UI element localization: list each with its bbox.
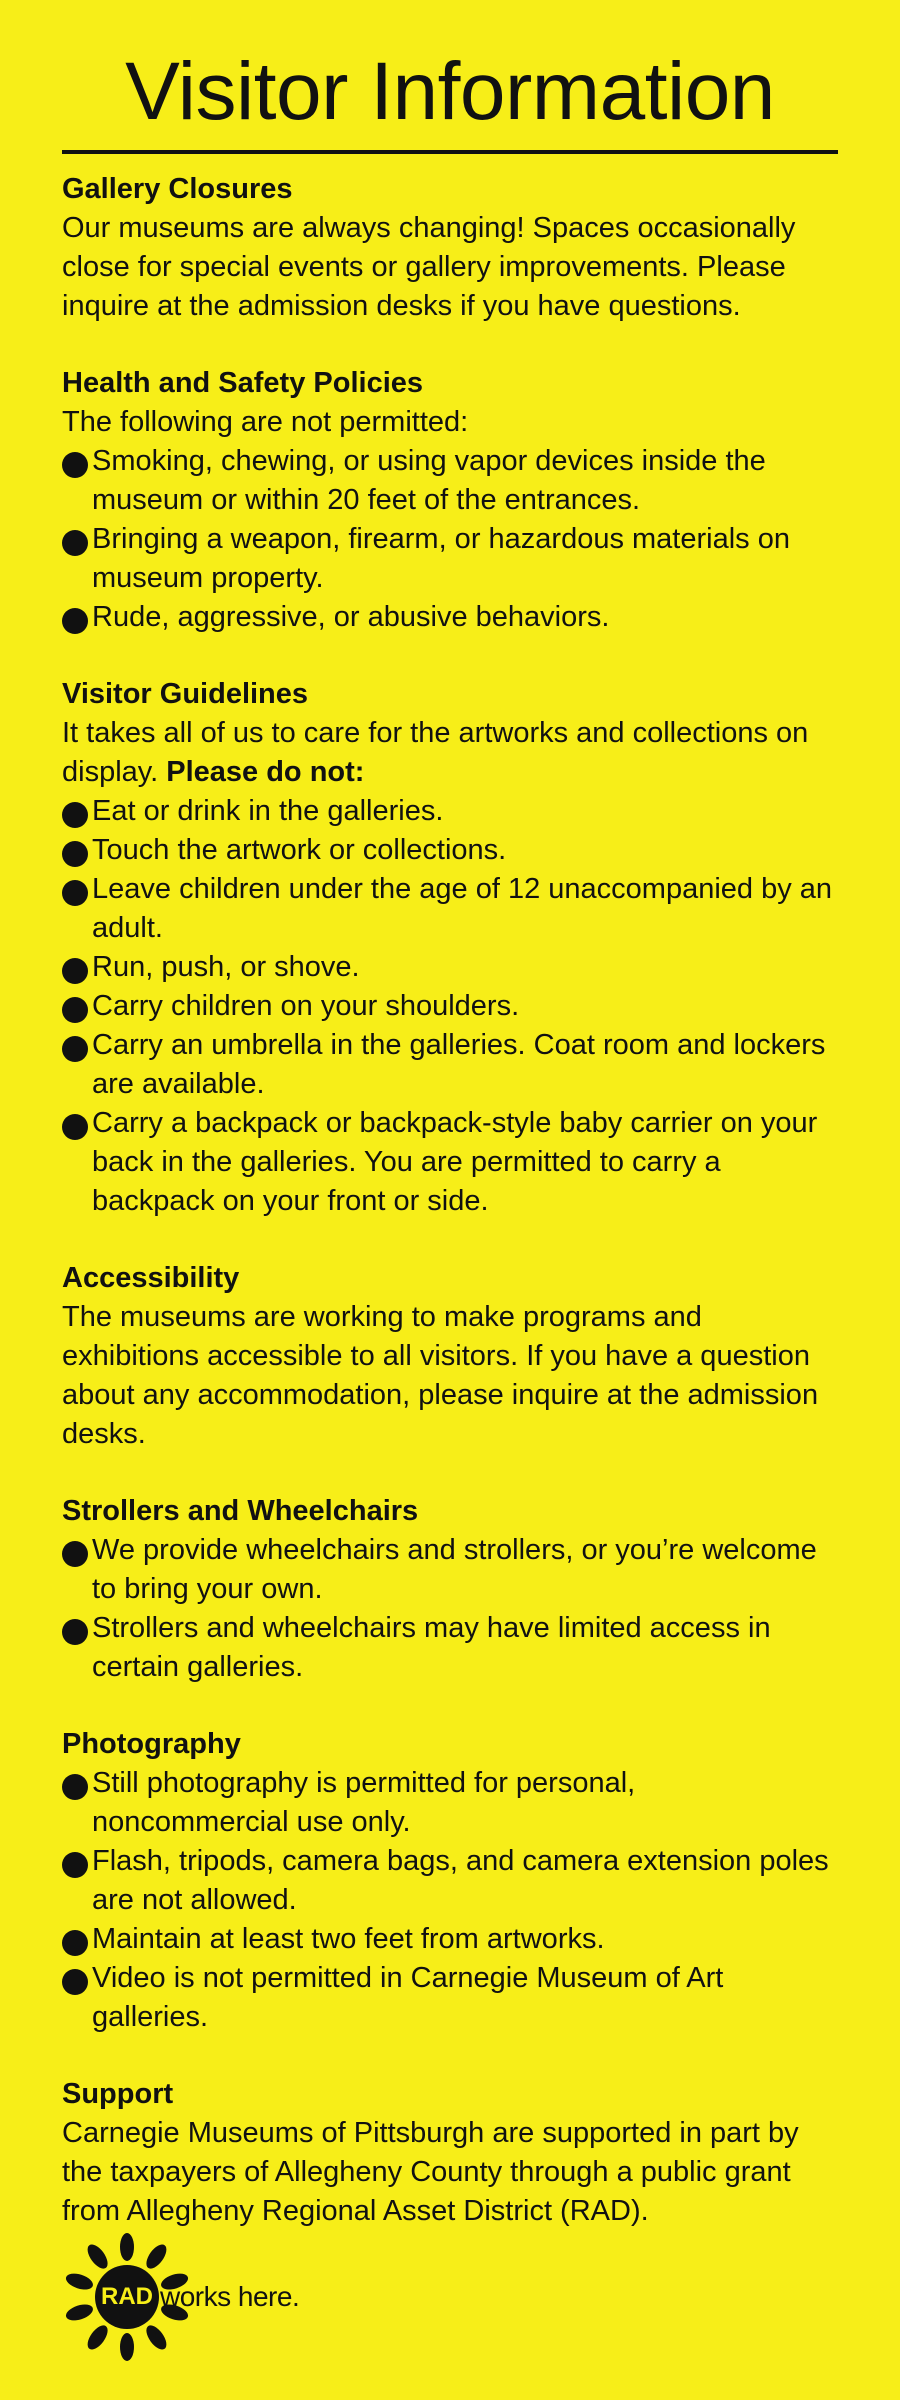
bullet-icon: [62, 1114, 88, 1140]
list-item-text: Video is not permitted in Carnegie Museum of Art galleries.: [92, 1962, 724, 2033]
list-item-text: Touch the artwork or collections.: [92, 834, 507, 866]
bullet-icon: [62, 1036, 88, 1062]
list-item: [62, 870, 838, 948]
list-item-text: Flash, tripods, camera bags, and camera extension poles are not allowed.: [92, 1845, 829, 1916]
list-item: [62, 1104, 838, 1221]
section-visitor-guidelines: [62, 675, 838, 1221]
list-item-text: Run, push, or shove.: [92, 951, 360, 983]
list-item: [62, 987, 838, 1026]
section-support: [62, 2075, 838, 2231]
bullet-icon: [62, 841, 88, 867]
section-accessibility: [62, 1259, 838, 1454]
section-health-safety: [62, 364, 838, 637]
section-heading: Health and Safety Policies: [62, 367, 424, 399]
section-intro: The following are not permitted:: [62, 406, 469, 438]
list-item: [62, 831, 838, 870]
bullet-icon: [62, 880, 88, 906]
section-heading: Photography: [62, 1728, 241, 1760]
section-text: Carnegie Museums of Pittsburgh are supported in part by the taxpayers of Allegheny County through a public grant from Allegheny Regional Asset District (RAD).: [62, 2117, 799, 2227]
rad-logo: [62, 2232, 362, 2362]
list-item-text: Strollers and wheelchairs may have limited access in certain galleries.: [92, 1612, 771, 1683]
bullet-icon: [62, 802, 88, 828]
list-item-text: Rude, aggressive, or abusive behaviors.: [92, 601, 610, 633]
section-strollers-wheelchairs: [62, 1492, 838, 1687]
bullet-icon: [62, 1541, 88, 1567]
section-heading: Accessibility: [62, 1262, 240, 1294]
list-item-text: Carry an umbrella in the galleries. Coat room and lockers are available.: [92, 1029, 826, 1100]
page-title: Visitor Information: [125, 46, 775, 137]
bullet-icon: [62, 1930, 88, 1956]
list-item-text: Maintain at least two feet from artworks.: [92, 1923, 605, 1955]
section-heading: Visitor Guidelines: [62, 678, 309, 710]
section-text: The museums are working to make programs and exhibitions accessible to all visitors. If you have a question about any accommodation, please inquire at the admission desks.: [62, 1301, 819, 1450]
bullet-icon: [62, 958, 88, 984]
list-item: [62, 1026, 838, 1104]
list-item: [62, 792, 838, 831]
section-photography: [62, 1725, 838, 2037]
bullet-icon: [62, 452, 88, 478]
list-item-text: Smoking, chewing, or using vapor devices inside the museum or within 20 feet of the entrances.: [92, 445, 766, 516]
bullet-list: [62, 792, 838, 1221]
intro-emphasis: Please do not:: [166, 756, 365, 788]
list-item: [62, 1920, 838, 1959]
list-item-text: Leave children under the age of 12 unaccompanied by an adult.: [92, 873, 833, 944]
section-gallery-closures: [62, 170, 838, 326]
list-item-text: We provide wheelchairs and strollers, or you’re welcome to bring your own.: [92, 1534, 817, 1605]
list-item: [62, 948, 838, 987]
list-item: [62, 1531, 838, 1609]
list-item: [62, 442, 838, 520]
section-heading: Strollers and Wheelchairs: [62, 1495, 419, 1527]
bullet-icon: [62, 1852, 88, 1878]
list-item-text: Eat or drink in the galleries.: [92, 795, 444, 827]
logo-tagline: works here.: [160, 2281, 300, 2312]
section-text: Our museums are always changing! Spaces occasionally close for special events or gallery improvements. Please inquire at the admission desks if you have questions.: [62, 212, 796, 322]
bullet-icon: [62, 1774, 88, 1800]
list-item: [62, 1842, 838, 1920]
list-item-text: Carry children on your shoulders.: [92, 990, 520, 1022]
logo-mark-text: RAD: [101, 2283, 153, 2310]
list-item: [62, 1764, 838, 1842]
bullet-list: [62, 442, 838, 637]
list-item: [62, 1959, 838, 2037]
section-intro: [62, 714, 838, 792]
bullet-list: [62, 1764, 838, 2037]
bullet-icon: [62, 1969, 88, 1995]
section-heading: Support: [62, 2078, 174, 2110]
section-heading: Gallery Closures: [62, 173, 293, 205]
list-item-text: Bringing a weapon, firearm, or hazardous materials on museum property.: [92, 523, 790, 594]
bullet-list: [62, 1531, 838, 1687]
title-divider: [62, 150, 838, 154]
list-item: [62, 1609, 838, 1687]
intro-text: It takes all of us to care for the artworks and collections on display.: [62, 717, 809, 788]
list-item-text: Still photography is permitted for personal, noncommercial use only.: [92, 1767, 636, 1838]
list-item: [62, 598, 838, 637]
list-item: [62, 520, 838, 598]
bullet-icon: [62, 608, 88, 634]
bullet-icon: [62, 1619, 88, 1645]
list-item-text: Carry a backpack or backpack-style baby carrier on your back in the galleries. You are permitted to carry a backpack on your front or side.: [92, 1107, 818, 1217]
bullet-icon: [62, 530, 88, 556]
bullet-icon: [62, 997, 88, 1023]
